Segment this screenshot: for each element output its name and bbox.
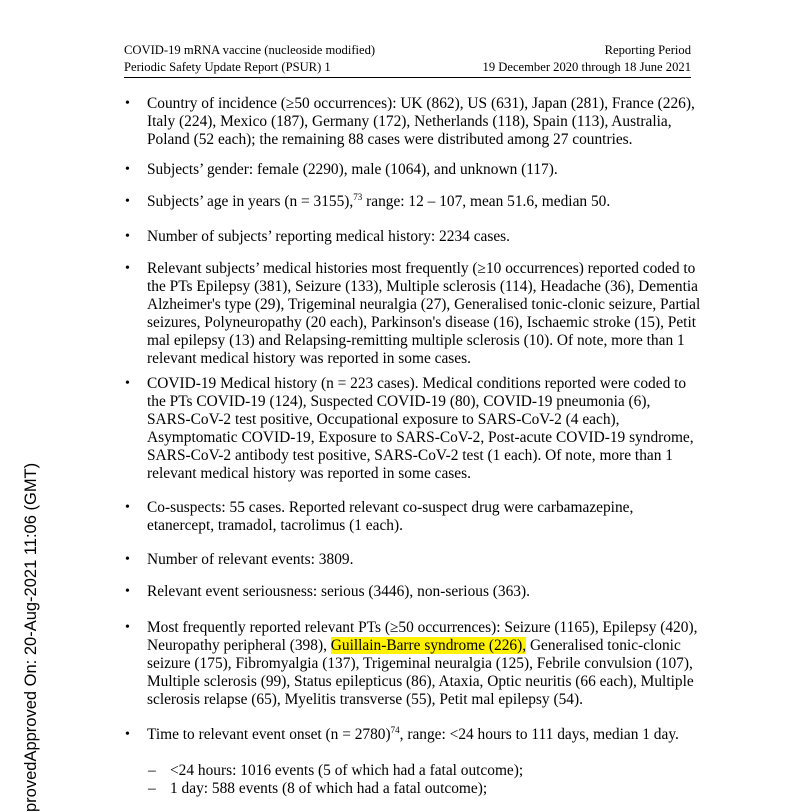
bullet-marker: • <box>125 194 130 209</box>
text-line: SARS-CoV-2 antibody test positive, SARS-CoV-2 test (1 each). Of note, more than 1 <box>147 447 673 464</box>
bullet-marker: • <box>125 261 130 276</box>
text-line: Neuropathy peripheral (398), Guillain-Barre syndrome (226), Generalised tonic-clonic <box>147 637 681 654</box>
text-line: Asymptomatic COVID-19, Exposure to SARS-CoV-2, Post-acute COVID-19 syndrome, <box>147 429 694 446</box>
bullet-item <box>125 192 611 211</box>
text-line: mal epilepsy (13) and Relapsing-remitting multiple sclerosis (10). Of note, more than 1 <box>147 332 685 349</box>
text-line: Italy (224), Mexico (187), Germany (172), Netherlands (118), Spain (113), Australia, <box>147 113 672 130</box>
text-line: Number of subjects’ reporting medical history: 2234 cases. <box>147 228 511 245</box>
dash-marker: – <box>148 780 156 797</box>
text-line: COVID-19 Medical history (n = 223 cases). Medical conditions reported were coded to <box>147 375 687 392</box>
bullet-item <box>125 260 701 368</box>
text-line: the PTs Epilepsy (381), Seizure (133), Multiple sclerosis (114), Headache (36), Dementia <box>147 278 698 295</box>
footnote-ref[interactable]: 74 <box>390 725 400 735</box>
bullet-marker: • <box>125 584 130 599</box>
highlighted-text: Guillain-Barre syndrome (226), <box>330 637 527 654</box>
bullet-item <box>125 375 694 483</box>
text-line: 1 day: 588 events (8 of which had a fatal outcome); <box>170 780 488 797</box>
text-line: Alzheimer's type (29), Trigeminal neuralgia (27), Generalised tonic-clonic seizure, Partial <box>147 296 701 313</box>
page-header <box>124 42 691 78</box>
bullet-item <box>125 499 634 535</box>
text-line: Poland (52 each); the remaining 88 cases were distributed among 27 countries. <box>147 131 633 148</box>
bullet-marker: • <box>125 727 130 742</box>
header-period-label: Reporting Period <box>604 43 691 57</box>
text-line: the PTs COVID-19 (124), Suspected COVID-19 (80), COVID-19 pneumonia (6), <box>147 393 651 410</box>
sub-list-item <box>148 762 524 780</box>
footnote-ref[interactable]: 73 <box>353 192 363 202</box>
text-line: seizure (175), Fibromyalgia (137), Trigeminal neuralgia (125), Febrile convulsion (107), <box>147 655 693 672</box>
header-report: Periodic Safety Update Report (PSUR) 1 <box>124 60 331 74</box>
bullet-item <box>125 95 695 149</box>
bullet-item <box>125 228 511 246</box>
text-line: relevant medical history was reported in some cases. <box>147 350 471 367</box>
header-product: COVID-19 mRNA vaccine (nucleoside modified) <box>124 43 376 57</box>
text-line: Most frequently reported relevant PTs (≥50 occurrences): Seizure (1165), Epilepsy (420), <box>147 619 698 636</box>
text-line: Time to relevant event onset (n = 2780)$^{74}$, range: <24 hours to 111 days, median 1 day. <box>147 725 679 743</box>
bullet-marker: • <box>125 162 130 177</box>
bullet-marker: • <box>125 500 130 515</box>
text-line: etanercept, tramadol, tacrolimus (1 each). <box>147 517 403 534</box>
text-line: Relevant subjects’ medical histories most frequently (≥10 occurrences) reported coded to <box>147 260 696 277</box>
text-line: sclerosis relapse (65), Myelitis transverse (55), Petit mal epilepsy (54). <box>147 691 583 708</box>
bullet-item <box>125 161 558 179</box>
text-line: SARS-CoV-2 test positive, Occupational exposure to SARS-CoV-2 (4 each), <box>147 411 620 428</box>
approval-watermark: provedApproved On: 20-Aug-2021 11:06 (GMT) <box>22 462 40 812</box>
bullet-item <box>125 583 530 601</box>
bullet-marker: • <box>125 96 130 111</box>
text-line: Country of incidence (≥50 occurrences): UK (862), US (631), Japan (281), France (226), <box>147 95 695 112</box>
bullet-marker: • <box>125 376 130 391</box>
bullet-item <box>125 725 679 744</box>
bullet-item <box>125 551 354 569</box>
sub-list-item <box>148 780 488 798</box>
text-line: Subjects’ age in years (n = 3155),$^{73}$ range: 12 – 107, mean 51.6, median 50. <box>147 192 611 210</box>
header-period-dates: 19 December 2020 through 18 June 2021 <box>482 60 691 74</box>
bullet-marker: • <box>125 552 130 567</box>
text-line: Multiple sclerosis (99), Status epilepticus (86), Ataxia, Optic neuritis (66 each), Multiple <box>147 673 694 690</box>
dash-marker: – <box>148 762 156 779</box>
text-line: Subjects’ gender: female (2290), male (1064), and unknown (117). <box>147 161 558 178</box>
text-line: Relevant event seriousness: serious (3446), non-serious (363). <box>147 583 530 600</box>
text-line: relevant medical history was reported in some cases. <box>147 465 471 482</box>
text-line: Number of relevant events: 3809. <box>147 551 354 568</box>
text-line: Co-suspects: 55 cases. Reported relevant co-suspect drug were carbamazepine, <box>147 499 634 516</box>
text-line: seizures, Polyneuropathy (20 each), Parkinson's disease (16), Ischaemic stroke (15), Petit <box>147 314 696 331</box>
bullet-marker: • <box>125 620 130 635</box>
bullet-item <box>125 619 698 709</box>
bullet-marker: • <box>125 229 130 244</box>
text-line: <24 hours: 1016 events (5 of which had a fatal outcome); <box>170 762 524 779</box>
